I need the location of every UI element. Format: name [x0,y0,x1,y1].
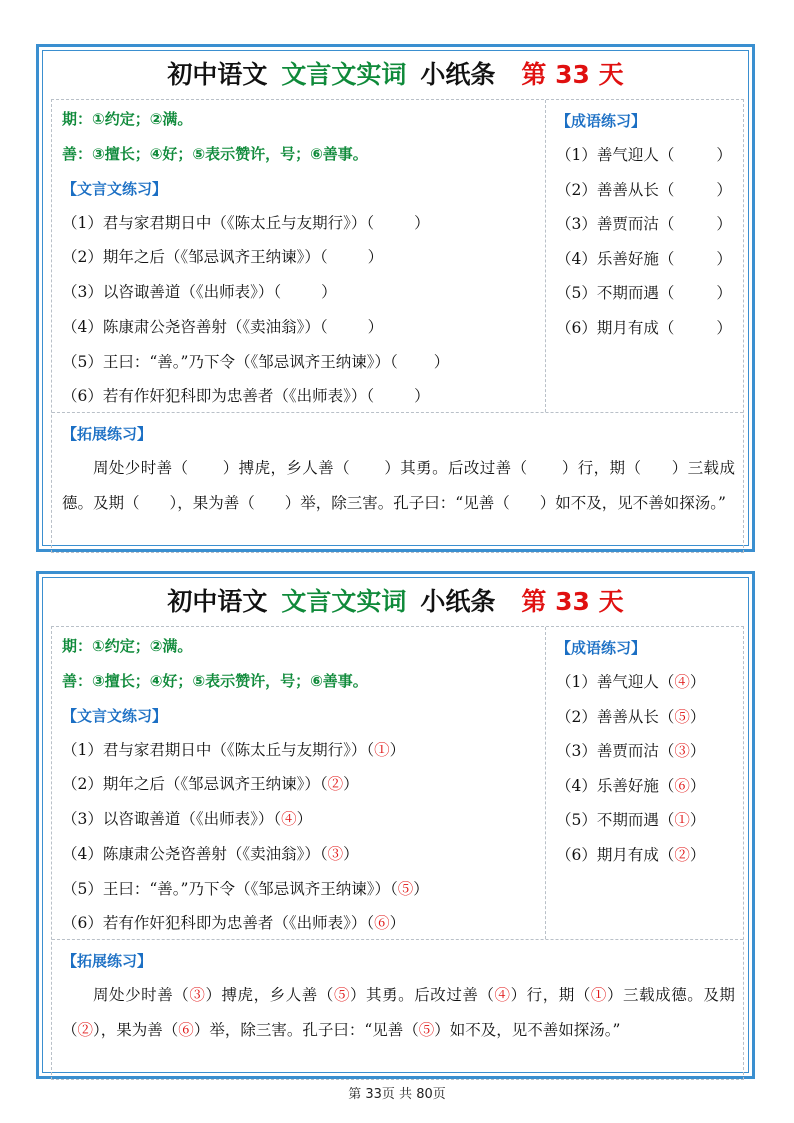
title-day: 第 33 天 [521,587,624,616]
answer-mark: ⑥ [374,914,390,932]
extension-box [52,939,743,1079]
classical-item: （4）陈康肃公尧咨善射（《卖油翁》）（③） [62,845,359,863]
idiom-column [546,100,743,412]
idiom-item: （5）不期而遇（ ） [556,284,732,302]
section-classical-heading: 【文言文练习】 [62,180,168,198]
card-frame [42,577,749,1073]
section-idiom-heading: 【成语练习】 [556,639,647,657]
extension-box [52,412,743,552]
extension-passage: 周处少时善（ ）搏虎，乡人善（ ）其勇。后改过善（ ）行，期（ ）三载成德。及期（ ），果为善（ ）举，除三害。孔子曰：“见善（ ）如不及，见不善如探汤。” [62,459,735,512]
idiom-item: （2）善善从长（⑤） [556,708,706,726]
classical-item: （2）期年之后（《邹忌讽齐王纳谏》）（ ） [62,248,384,266]
answer-mark: ③ [189,986,206,1004]
idiom-item: （6）期月有成（②） [556,846,706,864]
card-title [43,578,748,626]
section-classical-heading: 【文言文练习】 [62,707,168,725]
answer-mark: ⑤ [674,708,690,726]
answer-mark: ⑤ [397,880,414,898]
answer-mark: ③ [327,845,344,863]
classical-item: （4）陈康肃公尧咨善射（《卖油翁》）（ ） [62,318,384,336]
idiom-item: （1）善气迎人（④） [556,673,706,691]
title-subject: 初中语文 [167,60,268,89]
idiom-item: （5）不期而遇（①） [556,811,706,829]
answer-mark: ② [674,846,690,864]
answer-mark: ⑤ [418,1021,435,1039]
idiom-item: （3）善贾而沽（ ） [556,215,732,233]
classical-column [52,100,546,412]
extension-passage: 周处少时善（③）搏虎，乡人善（⑤）其勇。后改过善（④）行，期（①）三载成德。及期（②），果为善（⑥）举，除三害。孔子曰：“见善（⑤）如不及，见不善如探汤。” [62,986,735,1039]
answer-mark: ③ [674,742,690,760]
answer-mark: ② [77,1021,94,1039]
content-box [51,626,744,1080]
idiom-column [546,627,743,939]
classical-item: （6）若有作奸犯科即为忠善者（《出师表》）（⑥） [62,914,406,932]
title-note: 小纸条 [420,60,496,89]
answer-mark: ① [374,741,390,759]
section-extension-heading: 【拓展练习】 [62,425,153,443]
answer-mark: ⑤ [333,986,350,1004]
answer-mark: ④ [494,986,511,1004]
classical-item: （6）若有作奸犯科即为忠善者（《出师表》）（ ） [62,387,430,405]
idiom-item: （1）善气迎人（ ） [556,146,732,164]
title-topic: 文言文实词 [281,60,407,89]
classical-item: （3）以咨诹善道（《出师表》）（ ） [62,283,337,301]
answer-mark: ① [590,986,607,1004]
content-box [51,99,744,553]
section-extension-heading: 【拓展练习】 [62,952,153,970]
classical-item: （5）王曰：“善。”乃下令（《邹忌讽齐王纳谏》）（⑤） [62,880,429,898]
definition-qi: 期：①约定；②满。 [62,637,193,655]
title-topic: 文言文实词 [281,587,407,616]
card-title [43,51,748,99]
definition-shan: 善：③擅长；④好；⑤表示赞许，号；⑥善事。 [62,672,368,690]
definition-shan: 善：③擅长；④好；⑤表示赞许，号；⑥善事。 [62,145,368,163]
answer-mark: ① [674,811,690,829]
classical-item: （1）君与家君期日中（《陈太丘与友期行》）（ ） [62,214,430,232]
definition-qi: 期：①约定；②满。 [62,110,193,128]
section-idiom-heading: 【成语练习】 [556,112,647,130]
page-footer: 第 33页 共 80页 [348,1087,446,1102]
title-subject: 初中语文 [167,587,268,616]
answer-mark: ④ [674,673,690,691]
idiom-item: （2）善善从长（ ） [556,181,732,199]
classical-column [52,627,546,939]
classical-item: （2）期年之后（《邹忌讽齐王纳谏》）（②） [62,775,359,793]
classical-item: （5）王曰：“善。”乃下令（《邹忌讽齐王纳谏》）（ ） [62,353,450,371]
idiom-item: （3）善贾而沽（③） [556,742,706,760]
idiom-item: （4）乐善好施（ ） [556,250,732,268]
worksheet-card-answers [36,571,755,1079]
idiom-item: （6）期月有成（ ） [556,319,732,337]
card-frame [42,50,749,546]
answer-mark: ② [327,775,344,793]
classical-item: （3）以咨诹善道（《出师表》）（④） [62,810,313,828]
title-day: 第 33 天 [521,60,624,89]
idiom-item: （4）乐善好施（⑥） [556,777,706,795]
answer-mark: ⑥ [674,777,690,795]
answer-mark: ④ [281,810,297,828]
title-note: 小纸条 [420,587,496,616]
worksheet-card-blank [36,44,755,552]
answer-mark: ⑥ [178,1021,194,1039]
classical-item: （1）君与家君期日中（《陈太丘与友期行》）（①） [62,741,406,759]
